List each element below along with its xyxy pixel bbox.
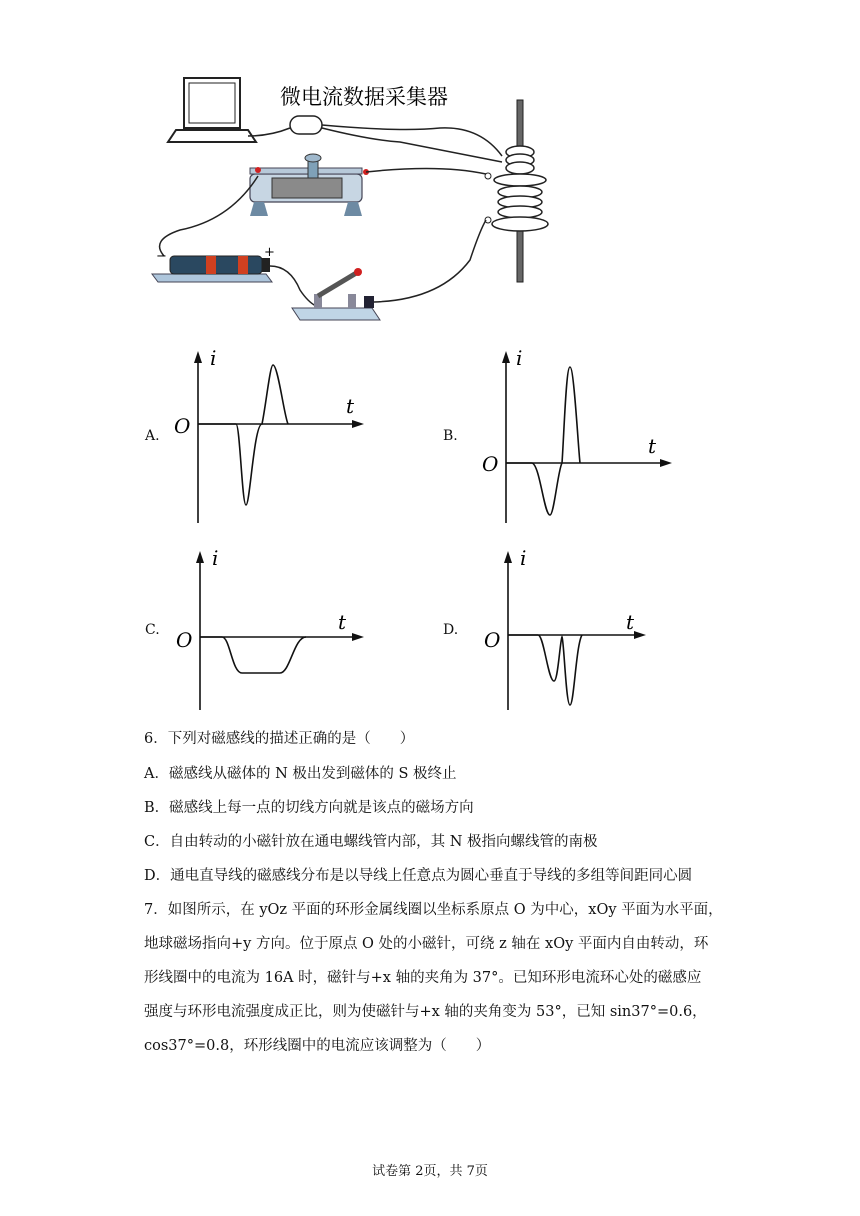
axis-t-label: t xyxy=(626,610,635,634)
question-7-line-1: 7．如图所示，在 yOz 平面的环形金属线圈以坐标系原点 O 为中心，xOy 平面为水平面， xyxy=(144,902,723,918)
option-a-label: A. xyxy=(145,428,160,444)
option-b-graph xyxy=(478,345,678,525)
solenoid-coil-icon xyxy=(485,100,548,282)
data-logger-icon xyxy=(290,116,322,134)
question-7-line-4: 强度与环形电流强度成正比，则为使磁针与+x 轴的夹角变为 53°，已知 sin37°=0.6， xyxy=(144,1004,707,1020)
option-d-label: D. xyxy=(443,622,459,638)
current-curve xyxy=(508,635,582,705)
origin-label: O xyxy=(176,628,193,652)
battery-plus-label: + xyxy=(264,245,275,260)
battery-minus-label: − xyxy=(156,249,167,264)
origin-label: O xyxy=(174,414,191,438)
current-curve xyxy=(200,637,306,673)
question-6-choice-a: A．磁感线从磁体的 N 极出发到磁体的 S 极终止 xyxy=(144,766,457,782)
axis-i-label: i xyxy=(212,546,219,570)
axis-t-label: t xyxy=(346,394,355,418)
axis-i-label: i xyxy=(516,346,523,370)
axis-i-label: i xyxy=(210,346,217,370)
question-6-choice-d: D．通电直导线的磁感线分布是以导线上任意点为圆心垂直于导线的多组等间距同心圆 xyxy=(144,868,693,884)
question-6-choice-c: C．自由转动的小磁针放在通电螺线管内部，其 N 极指向螺线管的南极 xyxy=(144,834,598,850)
rheostat-icon xyxy=(250,154,369,216)
battery-icon xyxy=(152,256,272,282)
experiment-apparatus-figure xyxy=(140,70,580,330)
option-b-label: B. xyxy=(443,428,458,444)
axis-t-label: t xyxy=(648,434,657,458)
option-a-graph xyxy=(170,345,370,525)
option-c-graph xyxy=(170,545,370,710)
option-c-label: C. xyxy=(145,622,160,638)
option-d-graph xyxy=(478,545,678,710)
knife-switch-icon xyxy=(292,268,380,320)
question-7-line-5: cos37°=0.8，环形线圈中的电流应该调整为（ ） xyxy=(144,1038,491,1054)
axis-t-label: t xyxy=(338,610,347,634)
question-6-choice-b: B．磁感线上每一点的切线方向就是该点的磁场方向 xyxy=(144,800,474,816)
origin-label: O xyxy=(482,452,499,476)
axis-i-label: i xyxy=(520,546,527,570)
question-7-line-2: 地球磁场指向+y 方向。位于原点 O 处的小磁针，可绕 z 轴在 xOy 平面内自由转动，环 xyxy=(144,936,709,952)
origin-label: O xyxy=(484,628,501,652)
laptop-icon xyxy=(168,78,256,142)
page-footer: 试卷第 2页，共 7页 xyxy=(372,1164,488,1179)
current-curve xyxy=(506,367,580,515)
current-curve xyxy=(198,365,288,505)
question-6-stem: 6．下列对磁感线的描述正确的是（ ） xyxy=(144,731,415,747)
question-7-line-3: 形线圈中的电流为 16A 时，磁针与+x 轴的夹角为 37°。已知环形电流环心处的磁感应 xyxy=(144,970,702,986)
apparatus-title: 微电流数据采集器 xyxy=(280,85,448,109)
